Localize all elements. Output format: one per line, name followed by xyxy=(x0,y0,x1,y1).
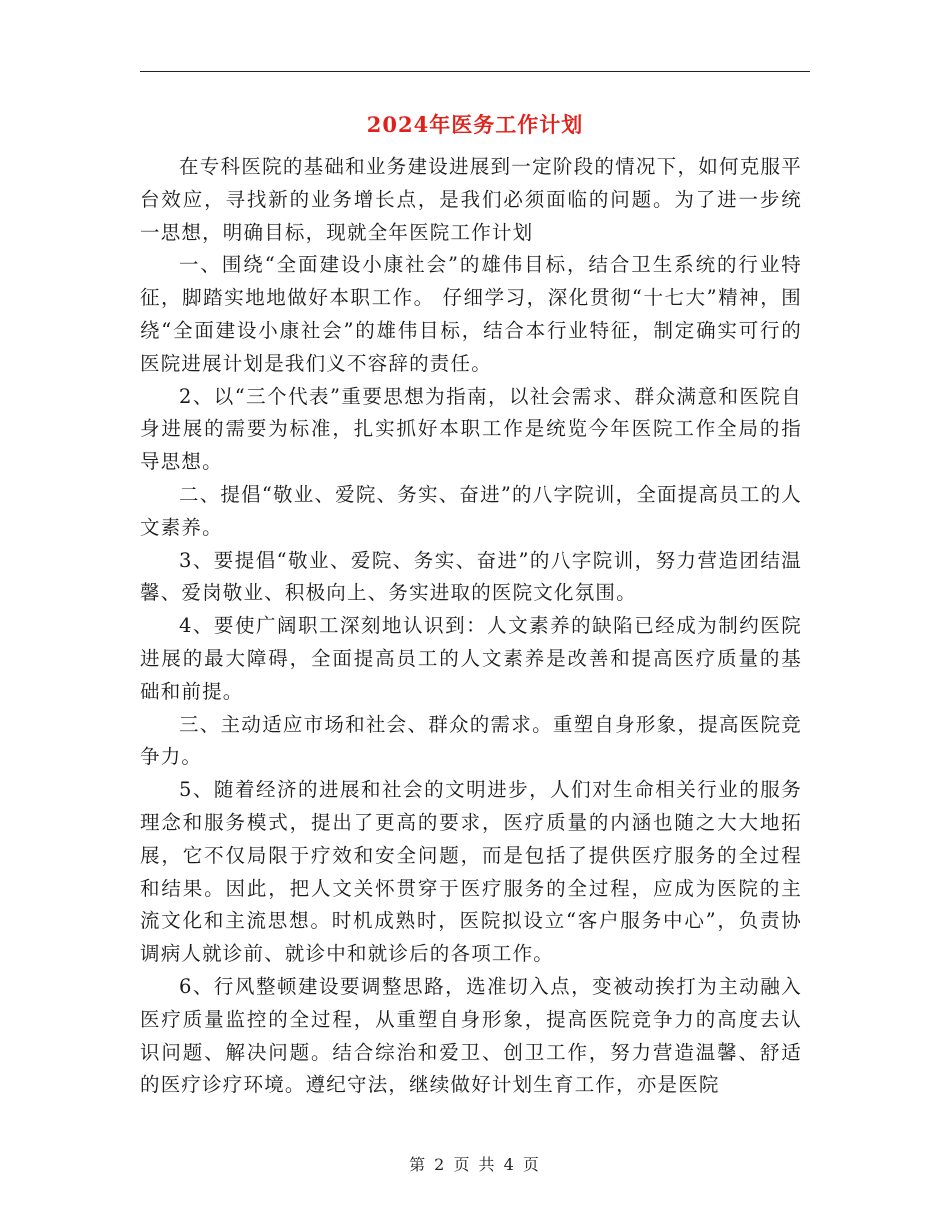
paragraph: 3、要提倡“敬业、爱院、务实、奋进”的八字院训，努力营造团结温馨、爱岗敬业、积极向上、务实进取的医院文化氛围。 xyxy=(140,548,802,605)
document-title: 2024年医务工作计划 xyxy=(366,112,584,137)
header-rule xyxy=(140,71,810,72)
paragraph: 6、行风整顿建设要调整思路，选准切入点，变被动挨打为主动融入医疗质量监控的全过程，从重塑自身形象，提高医院竞争力的高度去认识问题、解决问题。结合综治和爱卫、创卫工作，努力营造温馨、舒适的医疗诊疗环境。遵纪守法，继续做好计划生育工作，亦是医院 xyxy=(140,974,802,1097)
paragraph: 4、要使广阔职工深刻地认识到：人文素养的缺陷已经成为制约医院进展的最大障碍，全面提高员工的人文素养是改善和提高医疗质量的基础和前提。 xyxy=(140,614,802,703)
paragraph: 2、以“三个代表”重要思想为指南，以社会需求、群众满意和医院自身进展的需要为标准，扎实抓好本职工作是统览今年医院工作全局的指导思想。 xyxy=(140,384,802,474)
paragraph: 三、主动适应市场和社会、群众的需求。重塑自身形象，提高医院竞争力。 xyxy=(140,712,802,769)
paragraph: 5、随着经济的进展和社会的文明进步，人们对生命相关行业的服务理念和服务模式，提出了更高的要求，医疗质量的内涵也随之大大地拓展，它不仅局限于疗效和安全问题，而是包括了提供医疗服务的全过程和结果。因此，把人文关怀贯穿于医疗服务的全过程，应成为医院的主流文化和主流思想。时机成熟时，医院拟设立“客户服务中心”，负责协调病人就诊前、就诊中和就诊后的各项工作。 xyxy=(140,778,802,966)
paragraph: 二、提倡“敬业、爱院、务实、奋进”的八字院训，全面提高员工的人文素养。 xyxy=(140,482,802,539)
document-body xyxy=(140,151,802,1102)
page-number-footer: 第 2 页 共 4 页 xyxy=(409,1155,541,1174)
paragraph: 在专科医院的基础和业务建设进展到一定阶段的情况下，如何克服平台效应，寻找新的业务增长点，是我们必须面临的问题。为了进一步统一思想，明确目标，现就全年医院工作计划 xyxy=(140,155,802,244)
paragraph: 一、围绕“全面建设小康社会”的雄伟目标，结合卫生系统的行业特征，脚踏实地地做好本职工作。 仔细学习，深化贯彻“十七大”精神，围绕“全面建设小康社会”的雄伟目标，结合本行业特征，制定确实可行的医院进展计划是我们义不容辞的责任。 xyxy=(140,253,802,375)
